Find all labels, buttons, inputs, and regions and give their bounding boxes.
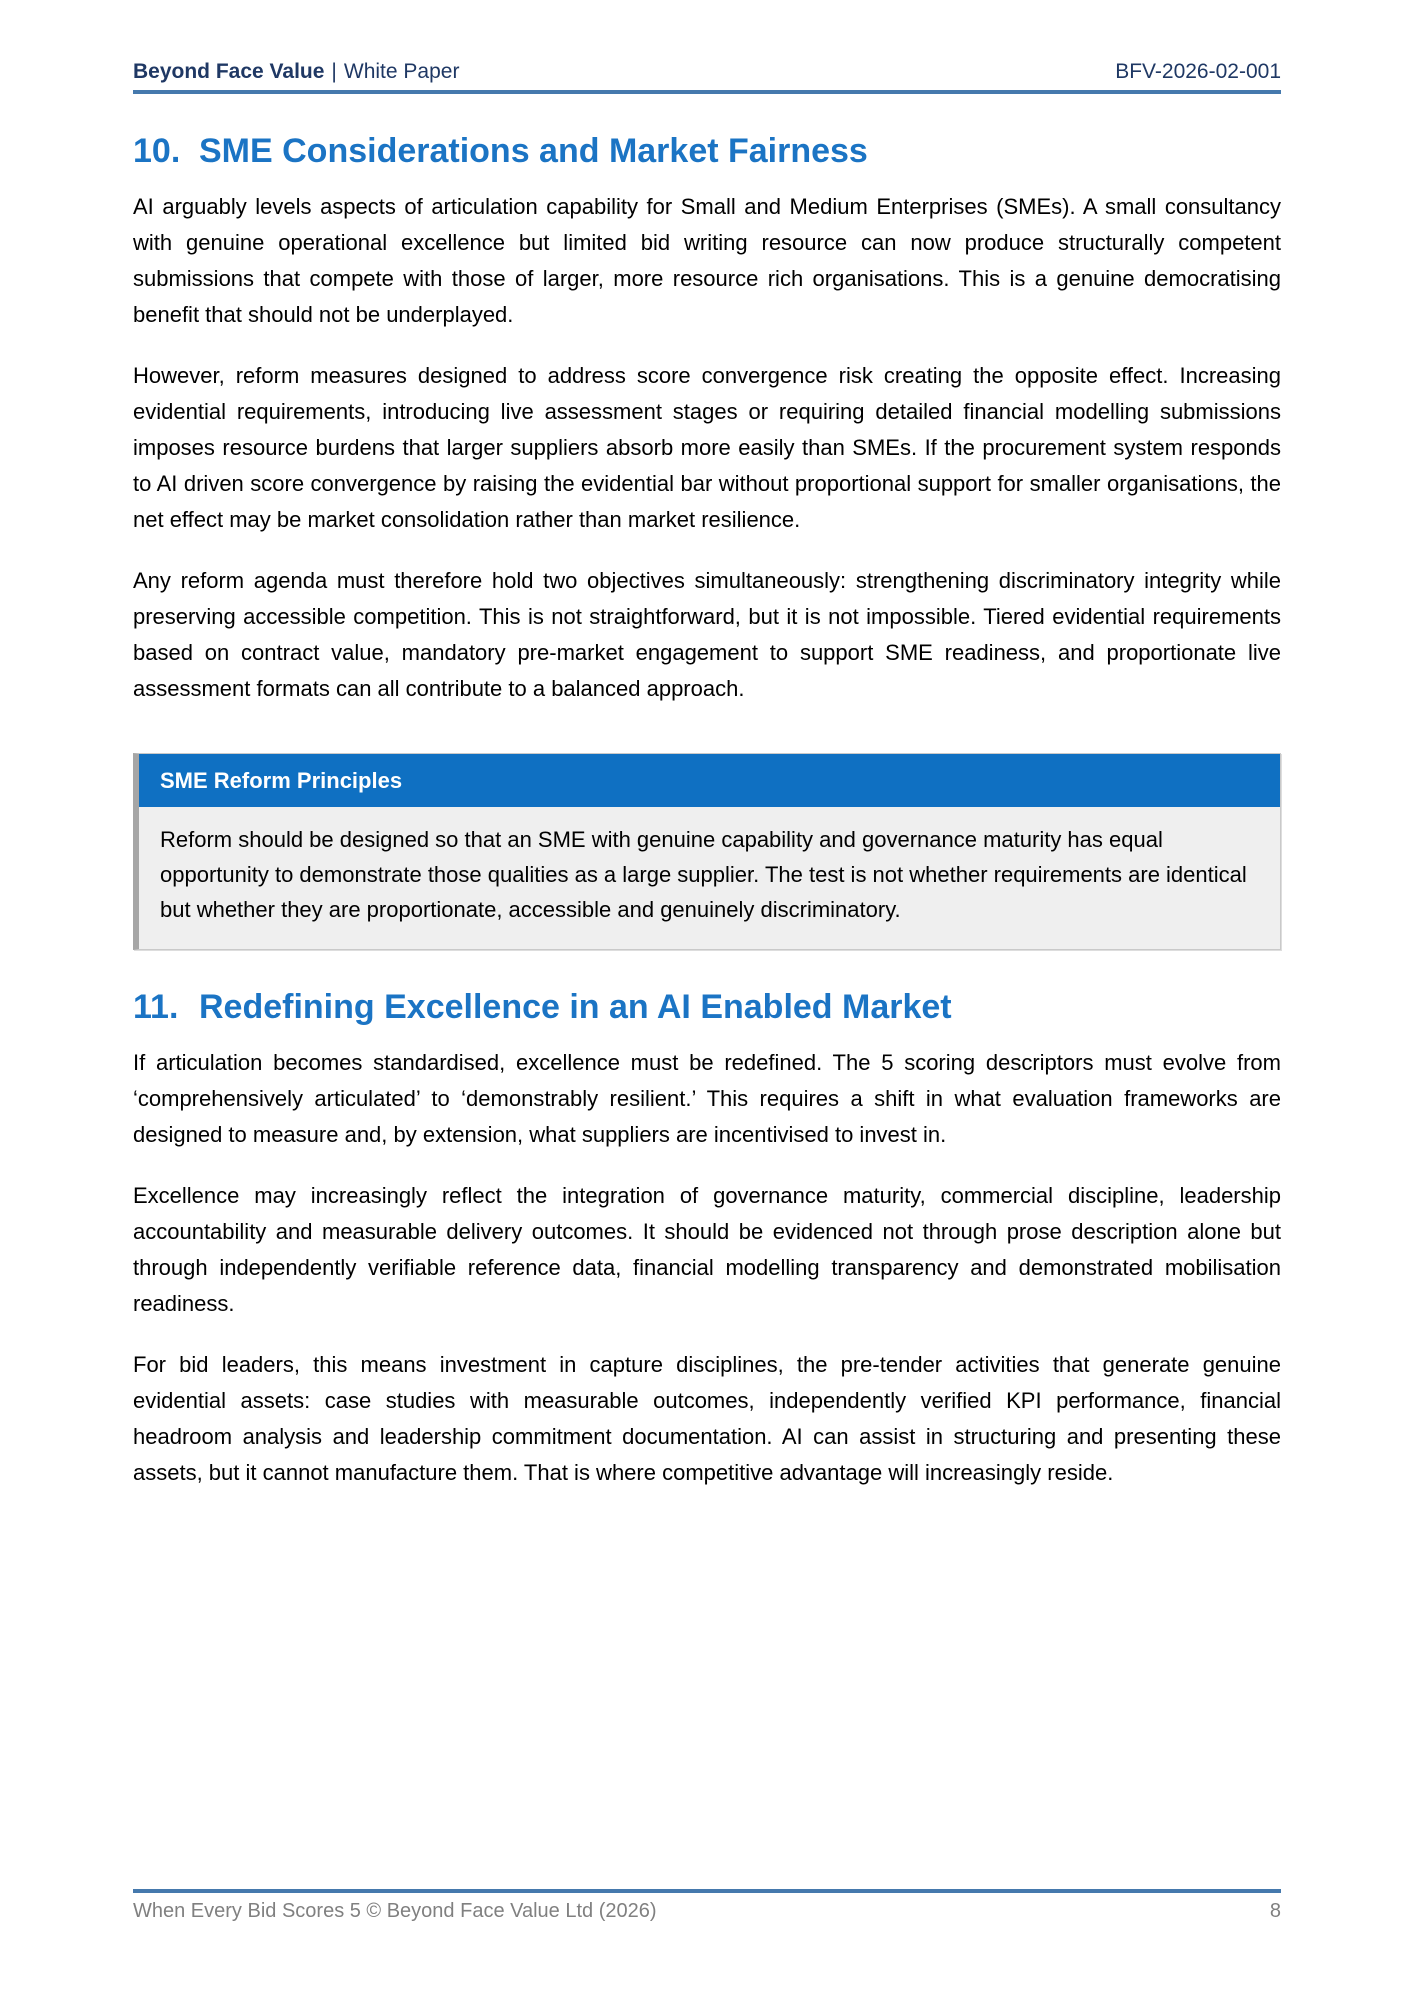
section-11-heading — [133, 988, 1281, 1027]
section-10-heading — [133, 132, 1281, 171]
header-doc-id: BFV-2026-02-001 — [1115, 60, 1281, 83]
header-left — [133, 60, 459, 84]
callout-title: SME Reform Principles — [139, 754, 1280, 807]
header-brand: Beyond Face Value — [133, 60, 325, 83]
page-content — [133, 0, 1281, 1491]
section-10-title: SME Considerations and Market Fairness — [199, 132, 868, 170]
callout-box — [133, 753, 1281, 950]
section-11-title: Redefining Excellence in an AI Enabled Market — [199, 988, 952, 1027]
callout-body-text: Reform should be designed so that an SME with genuine capability and governance maturity has equal opportunity to demonstrate those qualities as a large supplier. The test is not whether requirements are identical but whether they are proportionate, accessible and genuinely discriminatory. — [139, 807, 1280, 949]
section-11-number: 11. — [133, 988, 179, 1027]
section-10-paragraph-3: Any reform agenda must therefore hold two objectives simultaneously: strengthening discriminatory integrity while preserving accessible competition. This is not straightforward, but it is not impossible. Tiered evidential requirements based on contract value, mandatory pre-market engagement to support SME readiness, and proportionate live assessment formats can all contribute to a balanced approach. — [133, 568, 1281, 702]
section-10-paragraph-2: However, reform measures designed to address score convergence risk creating the opposite effect. Increasing evidential requirements, introducing live assessment stages or requiring detailed financial modelling submissions imposes resource burdens that larger suppliers absorb more easily than SMEs. If the procurement system responds to AI driven score convergence by raising the evidential bar without proportional support for smaller organisations, the net effect may be market consolidation rather than market resilience. — [133, 363, 1281, 533]
header-doc-type: White Paper — [343, 60, 460, 83]
section-10-paragraph-1: AI arguably levels aspects of articulation capability for Small and Medium Enterprises (SMEs). A small consultancy with genuine operational excellence but limited bid writing resource can now produce structurally competent submissions that compete with those of larger, more resource rich organisations. This is a genuine democratising benefit that should not be underplayed. — [133, 194, 1281, 328]
section-10-number: 10. — [133, 132, 181, 170]
page-header — [133, 60, 1281, 94]
section-11-paragraph-1: If articulation becomes standardised, excellence must be redefined. The 5 scoring descriptors must evolve from ‘comprehensively articulated’ to ‘demonstrably resilient.’ This requires a shift in what evaluation frameworks are designed to measure and, by extension, what suppliers are incentivised to invest in. — [133, 1050, 1281, 1148]
header-separator: | — [331, 60, 337, 83]
footer-text: When Every Bid Scores 5 © Beyond Face Value Ltd (2026) — [133, 1900, 657, 1922]
page-footer — [133, 1889, 1281, 1923]
section-11-paragraph-3: For bid leaders, this means investment in capture disciplines, the pre-tender activities that generate genuine evidential assets: case studies with measurable outcomes, independently verified KPI performance, financial headroom analysis and leadership commitment documentation. AI can assist in structuring and presenting these assets, but it cannot manufacture them. That is where competitive advantage will increasingly reside. — [133, 1352, 1281, 1486]
footer-page-number: 8 — [1269, 1900, 1281, 1922]
section-11-paragraph-2: Excellence may increasingly reflect the integration of governance maturity, commercial discipline, leadership accountability and measurable delivery outcomes. It should be evidenced not through prose description alone but through independently verifiable reference data, financial modelling transparency and demonstrated mobilisation readiness. — [133, 1183, 1281, 1317]
